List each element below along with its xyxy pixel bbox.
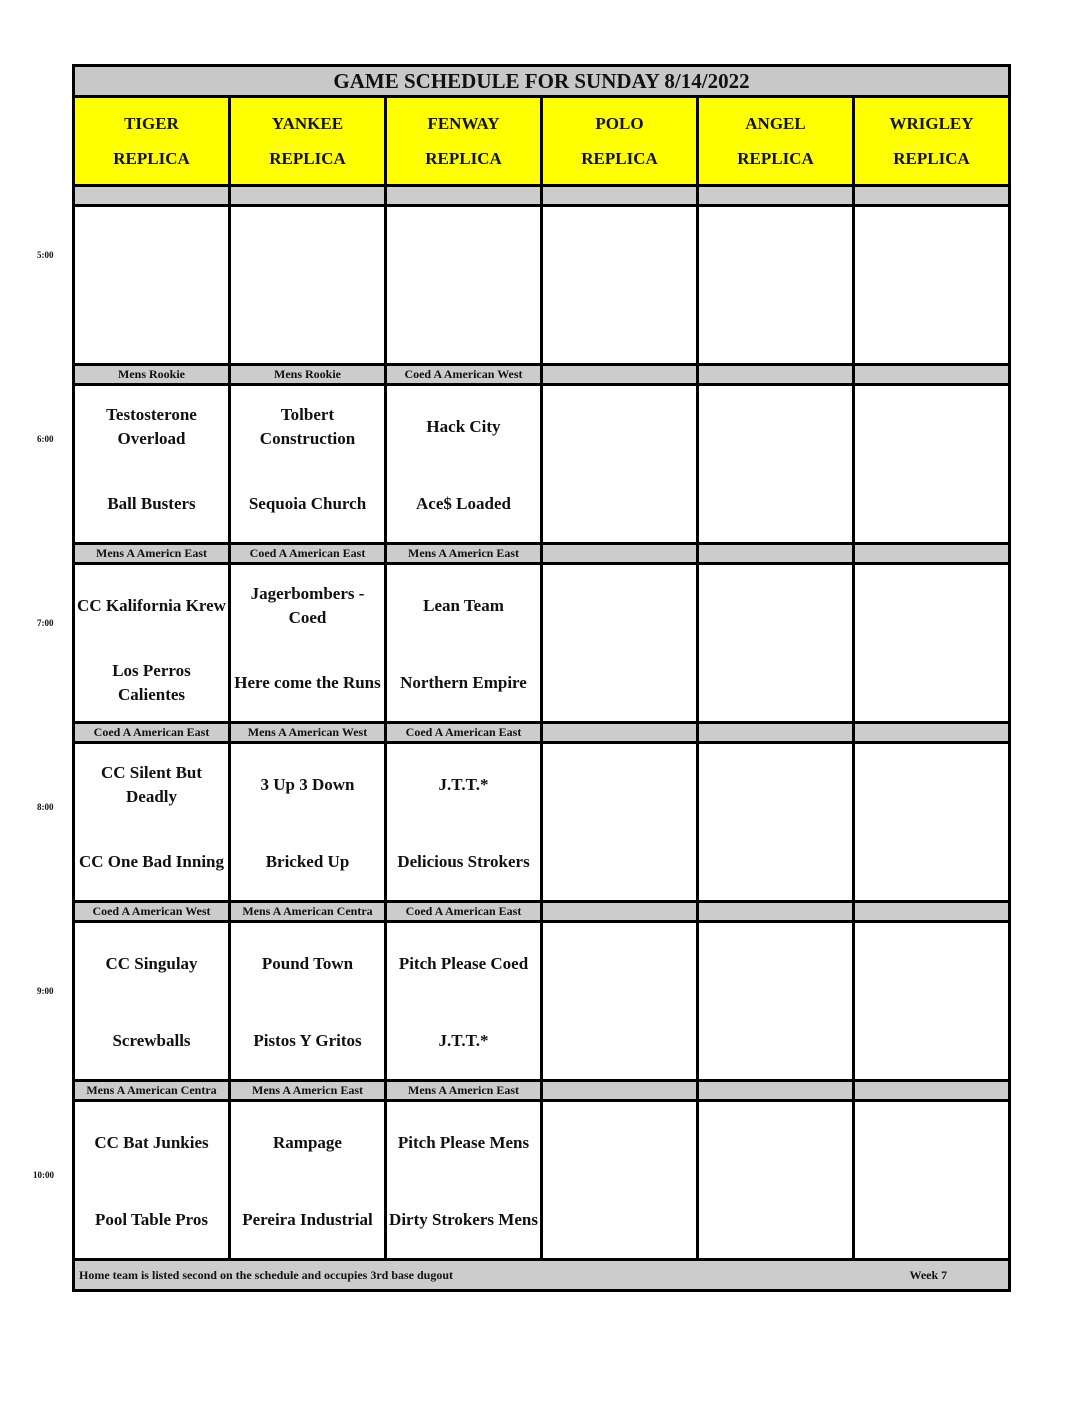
game-cell <box>230 206 386 365</box>
time-label: 7:00 <box>37 618 54 628</box>
game-cell <box>230 385 386 544</box>
division-label <box>542 902 698 922</box>
game-cell <box>386 1101 542 1260</box>
away-team <box>543 565 696 644</box>
field-header-yankee <box>230 97 386 186</box>
game-cell <box>74 206 230 365</box>
home-team <box>543 1181 696 1258</box>
game-cell <box>854 743 1010 902</box>
home-team: Here come the Runs <box>234 672 381 692</box>
week-label: Week 7 <box>909 1267 948 1282</box>
home-team <box>699 644 852 721</box>
time-label: 10:00 <box>33 1170 54 1180</box>
game-cell <box>74 1101 230 1260</box>
game-cell <box>386 743 542 902</box>
home-team <box>387 286 540 363</box>
away-team <box>855 565 1008 644</box>
home-team <box>75 286 228 363</box>
game-row <box>74 206 1010 365</box>
game-cell <box>74 922 230 1081</box>
away-team <box>699 1102 852 1181</box>
away-team <box>543 207 696 286</box>
field-name: ANGEL <box>745 114 806 133</box>
field-name: WRIGLEY <box>889 114 974 133</box>
division-label-row <box>74 902 1010 922</box>
away-team <box>699 744 852 823</box>
division-label <box>698 723 854 743</box>
field-name: POLO <box>595 114 644 133</box>
division-label <box>230 186 386 206</box>
field-header-tiger <box>74 97 230 186</box>
time-label: 9:00 <box>37 986 54 996</box>
division-label: Mens A Americn East <box>386 544 542 564</box>
division-label: Coed A American West <box>386 365 542 385</box>
away-team: Rampage <box>273 1132 342 1152</box>
game-row <box>74 1101 1010 1260</box>
division-label: Mens A Americn East <box>74 544 230 564</box>
field-subtitle: REPLICA <box>893 149 970 168</box>
away-team <box>699 565 852 644</box>
division-label <box>854 902 1010 922</box>
away-team: CC Silent But Deadly <box>100 762 203 806</box>
game-cell <box>698 922 854 1081</box>
home-team <box>699 823 852 900</box>
game-cell <box>74 564 230 723</box>
division-label <box>74 186 230 206</box>
division-label <box>854 1081 1010 1101</box>
game-cell <box>542 743 698 902</box>
game-row <box>74 385 1010 544</box>
game-cell <box>854 206 1010 365</box>
time-label: 6:00 <box>37 434 54 444</box>
division-label: Mens Rookie <box>74 365 230 385</box>
home-team <box>855 1181 1008 1258</box>
game-cell <box>542 385 698 544</box>
time-label: 8:00 <box>37 802 54 812</box>
home-team <box>699 286 852 363</box>
division-label: Coed A American West <box>74 902 230 922</box>
away-team: Lean Team <box>423 595 504 615</box>
away-team: Pound Town <box>261 953 354 973</box>
division-label <box>854 544 1010 564</box>
division-label-row <box>74 365 1010 385</box>
division-label: Mens A American Centra <box>230 902 386 922</box>
division-label: Coed A American East <box>230 544 386 564</box>
away-team: Tolbert Construction <box>259 404 356 448</box>
game-row <box>74 743 1010 902</box>
game-cell <box>542 206 698 365</box>
away-team: Pitch Please Coed <box>398 953 529 973</box>
field-subtitle: REPLICA <box>269 149 346 168</box>
away-team <box>75 207 228 286</box>
division-label-row <box>74 723 1010 743</box>
home-team: J.T.T.* <box>438 1030 489 1050</box>
away-team <box>231 207 384 286</box>
division-label <box>854 723 1010 743</box>
field-header-row <box>74 97 1010 186</box>
away-team: 3 Up 3 Down <box>260 774 355 794</box>
field-subtitle: REPLICA <box>581 149 658 168</box>
home-team: Los Perros Calientes <box>112 660 191 704</box>
game-cell <box>698 206 854 365</box>
away-team: CC Kalifornia Krew <box>77 595 226 615</box>
field-subtitle: REPLICA <box>113 149 190 168</box>
game-cell <box>230 1101 386 1260</box>
field-name: YANKEE <box>271 114 344 133</box>
home-team <box>855 465 1008 542</box>
division-label-row <box>74 544 1010 564</box>
division-label <box>542 1081 698 1101</box>
game-cell <box>854 564 1010 723</box>
field-header-wrigley <box>854 97 1010 186</box>
game-cell <box>698 564 854 723</box>
home-team: Bricked Up <box>265 851 350 871</box>
division-label <box>698 902 854 922</box>
division-label <box>698 365 854 385</box>
away-team <box>855 386 1008 465</box>
away-team <box>387 207 540 286</box>
home-team: Delicious Strokers <box>397 851 530 871</box>
home-team: Dirty Strokers Mens <box>389 1209 538 1229</box>
home-team <box>231 286 384 363</box>
game-cell <box>386 385 542 544</box>
field-header-fenway <box>386 97 542 186</box>
division-label: Mens Rookie <box>230 365 386 385</box>
division-label <box>542 365 698 385</box>
home-team: Sequoia Church <box>248 493 367 513</box>
division-label: Coed A American East <box>386 723 542 743</box>
division-label <box>854 186 1010 206</box>
home-team: Northern Empire <box>400 672 527 692</box>
away-team <box>855 744 1008 823</box>
time-label: 5:00 <box>37 250 54 260</box>
home-team: Pool Table Pros <box>94 1209 209 1229</box>
division-label <box>542 723 698 743</box>
game-cell <box>386 922 542 1081</box>
game-cell <box>230 922 386 1081</box>
home-team <box>543 644 696 721</box>
division-label <box>698 1081 854 1101</box>
home-team <box>699 1181 852 1258</box>
division-label <box>854 365 1010 385</box>
game-cell <box>230 743 386 902</box>
home-team <box>699 465 852 542</box>
division-label <box>698 544 854 564</box>
away-team: Testosterone Overload <box>106 404 197 448</box>
division-label <box>542 544 698 564</box>
home-team <box>543 1002 696 1079</box>
home-team: Pereira Industrial <box>242 1209 373 1229</box>
home-team <box>543 286 696 363</box>
game-cell <box>542 922 698 1081</box>
home-team: Pistos Y Gritos <box>253 1030 362 1050</box>
away-team <box>543 744 696 823</box>
home-team: Screwballs <box>112 1030 191 1050</box>
division-label <box>542 186 698 206</box>
field-subtitle: REPLICA <box>425 149 502 168</box>
game-cell <box>386 206 542 365</box>
home-team <box>855 1002 1008 1079</box>
schedule-table <box>72 64 1011 1292</box>
game-row <box>74 564 1010 723</box>
footer-row <box>74 1260 1010 1291</box>
home-team <box>543 823 696 900</box>
field-name: TIGER <box>124 114 179 133</box>
division-label-row <box>74 186 1010 206</box>
field-header-polo <box>542 97 698 186</box>
away-team <box>543 386 696 465</box>
home-team: Ace$ Loaded <box>416 493 511 513</box>
field-subtitle: REPLICA <box>737 149 814 168</box>
away-team <box>855 1102 1008 1181</box>
away-team: Pitch Please Mens <box>397 1132 530 1152</box>
division-label <box>386 186 542 206</box>
away-team <box>699 923 852 1002</box>
home-team <box>855 286 1008 363</box>
away-team <box>855 207 1008 286</box>
game-cell <box>74 385 230 544</box>
home-team <box>699 1002 852 1079</box>
home-team: Ball Busters <box>107 493 196 513</box>
division-label: Mens A Americn East <box>230 1081 386 1101</box>
division-label <box>698 186 854 206</box>
division-label-row <box>74 1081 1010 1101</box>
game-cell <box>698 1101 854 1260</box>
game-cell <box>854 1101 1010 1260</box>
footer-note: Home team is listed second on the schedule and occupies 3rd base dugout <box>79 1267 454 1282</box>
away-team: J.T.T.* <box>438 774 489 794</box>
field-name: FENWAY <box>427 114 500 133</box>
game-cell <box>386 564 542 723</box>
division-label: Mens A American Centra <box>74 1081 230 1101</box>
away-team <box>699 386 852 465</box>
home-team <box>855 823 1008 900</box>
home-team: CC One Bad Inning <box>78 851 225 871</box>
division-label: Mens A American West <box>230 723 386 743</box>
game-row <box>74 922 1010 1081</box>
title-row <box>74 66 1010 97</box>
game-cell <box>854 922 1010 1081</box>
game-cell <box>542 564 698 723</box>
game-cell <box>698 385 854 544</box>
division-label: Mens A Americn East <box>386 1081 542 1101</box>
game-cell <box>698 743 854 902</box>
away-team: CC Bat Junkies <box>94 1132 209 1152</box>
home-team <box>855 644 1008 721</box>
away-team <box>855 923 1008 1002</box>
game-cell <box>854 385 1010 544</box>
division-label: Coed A American East <box>386 902 542 922</box>
page-title: GAME SCHEDULE FOR SUNDAY 8/14/2022 <box>74 66 1010 97</box>
division-label: Coed A American East <box>74 723 230 743</box>
away-team <box>543 923 696 1002</box>
away-team: CC Singulay <box>105 953 198 973</box>
field-header-angel <box>698 97 854 186</box>
home-team <box>543 465 696 542</box>
game-cell <box>230 564 386 723</box>
game-cell <box>542 1101 698 1260</box>
game-cell <box>74 743 230 902</box>
away-team: Hack City <box>426 416 501 436</box>
away-team: Jagerbombers - Coed <box>250 583 365 627</box>
footer <box>74 1260 1010 1291</box>
away-team <box>699 207 852 286</box>
away-team <box>543 1102 696 1181</box>
